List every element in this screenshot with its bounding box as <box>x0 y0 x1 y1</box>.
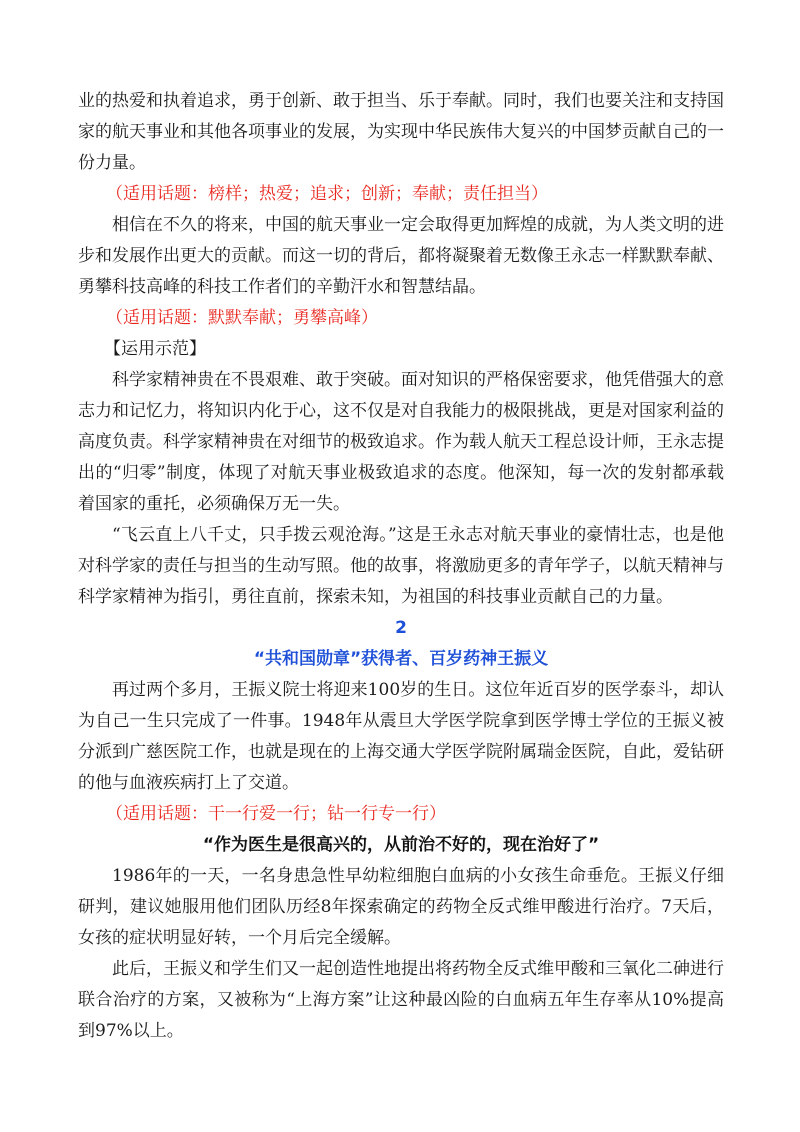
topic-tag: （适用话题：默默奉献；勇攀高峰） <box>106 308 378 328</box>
paragraph: 科学家精神贵在不畏艰难、敢于突破。面对知识的严格保密要求，他凭借强大的意志力和记忆力，将知识内化于心，这不仅是对自我能力的极限挑战，更是对国家利益的高度负责。科学家精神贵在对细节的极致追求。作为载人航天工程总设计师，王永志提出的“归零”制度，体现了对航天事业极致追求的态度。他深知，每一次的发射都承载着国家的重托，必须确保万无一失。 <box>78 370 724 514</box>
paragraph: 再过两个多月，王振义院士将迎来100岁的生日。这位年近百岁的医学泰斗，却认为自己一生只完成了一件事。1948年从震旦大学医学院拿到医学博士学位的王振义被分派到广慈医院工作，也就是现在的上海交通大学医学院附属瑞金医院，自此，爱钻研的他与血液疾病打上了交道。 <box>78 680 724 793</box>
paragraph: “飞云直上八千丈，只手拨云观沧海。”这是王永志对航天事业的豪情壮志，也是他对科学家的责任与担当的生动写照。他的故事，将激励更多的青年学子，以航天精神与科学家精神为指引，勇往直前，探索未知，为祖国的科技事业贡献自己的力量。 <box>78 525 724 607</box>
paragraph: 此后，王振义和学生们又一起创造性地提出将药物全反式维甲酸和三氧化二砷进行联合治疗的方案，又被称为“上海方案”让这种最凶险的白血病五年生存率从10%提高到97%以上。 <box>78 959 724 1041</box>
paragraph-continuation: 业的热爱和执着追求，勇于创新、敢于担当、乐于奉献。同时，我们也要关注和支持国家的航天事业和其他各项事业的发展，为实现中华民族伟大复兴的中国梦贡献自己的一份力量。 <box>78 91 724 173</box>
topic-tag: （适用话题：榜样；热爱；追求；创新；奉献；责任担当） <box>106 184 548 204</box>
topic-tag: （适用话题：干一行爱一行；钻一行专一行） <box>106 804 446 824</box>
section-number: 2 <box>395 618 407 638</box>
document-page <box>78 86 724 1047</box>
quote-subtitle: “作为医生是很高兴的，从前治不好的，现在治好了” <box>202 835 600 855</box>
section-title: “共和国勋章”获得者、百岁药神王振义 <box>253 649 549 669</box>
paragraph: 相信在不久的将来，中国的航天事业一定会取得更加辉煌的成就，为人类文明的进步和发展作出更大的贡献。而这一切的背后，都将凝聚着无数像王永志一样默默奉献、勇攀科技高峰的科技工作者们的辛勤汗水和智慧结晶。 <box>78 215 724 297</box>
paragraph: 1986年的一天，一名身患急性早幼粒细胞白血病的小女孩生命垂危。王振义仔细研判，建议她服用他们团队历经8年探索确定的药物全反式维甲酸进行治疗。7天后，女孩的症状明显好转，一个月后完全缓解。 <box>78 866 724 948</box>
section-label: 【运用示范】 <box>104 339 206 359</box>
